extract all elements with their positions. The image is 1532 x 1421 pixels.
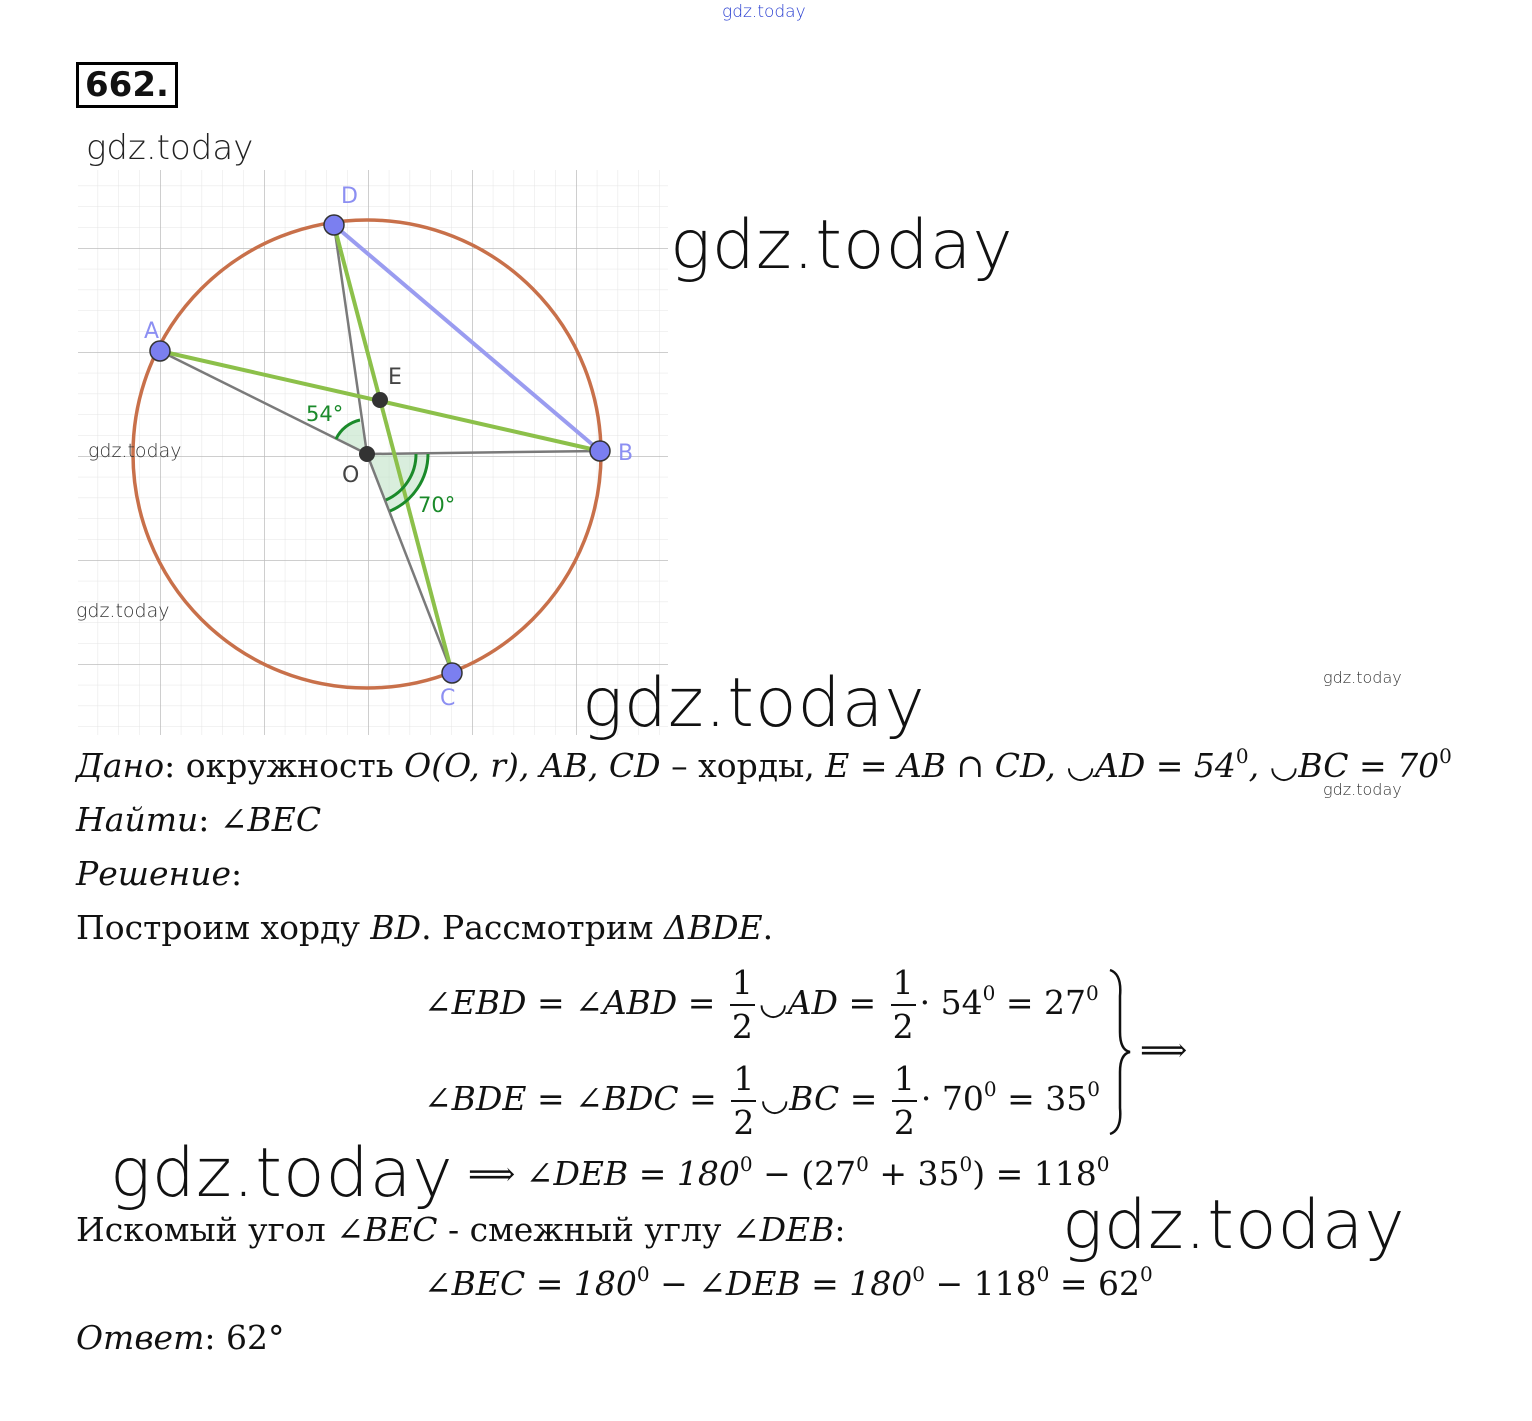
given-arc-ad-sup: 0 xyxy=(1235,744,1249,768)
given-intersection: E = AB ∩ CD xyxy=(825,746,1046,785)
label-angle-70: 70° xyxy=(418,493,456,517)
watermark-left-small-1: gdz.today xyxy=(88,440,182,462)
label-A: A xyxy=(144,319,160,344)
step1-period: . xyxy=(762,908,774,947)
eq3-b: − (27 xyxy=(752,1154,857,1193)
step2-colon: : xyxy=(834,1210,846,1249)
answer-value: : 62° xyxy=(204,1318,285,1357)
step2-bec: ∠BEC xyxy=(336,1210,438,1249)
given-text-1: : окружность xyxy=(164,746,405,785)
eq1-mul: · 54 xyxy=(919,983,983,1022)
frac-num: 1 xyxy=(731,1058,756,1102)
given-arc-bc-sup: 0 xyxy=(1439,744,1452,768)
eq2-result: = 35 xyxy=(996,1079,1088,1118)
eq2-frac-2 xyxy=(892,1058,917,1144)
solution-heading xyxy=(76,854,242,893)
solution-step1 xyxy=(76,908,773,947)
step1-bd: BD xyxy=(370,908,422,947)
eq1-sup-2: 0 xyxy=(1085,981,1099,1005)
eq2-mul: · 70 xyxy=(920,1079,984,1118)
find-value: ∠BEC xyxy=(219,800,322,839)
eq4-d: = 62 xyxy=(1049,1264,1141,1303)
frac-num: 1 xyxy=(730,962,755,1006)
label-angle-54: 54° xyxy=(306,402,344,426)
eq2-sup-1: 0 xyxy=(983,1077,997,1101)
find-line xyxy=(76,800,321,839)
eq3-sup-4: 0 xyxy=(1096,1152,1110,1176)
watermark-right-small-2: gdz.today xyxy=(1323,780,1402,799)
point-B xyxy=(590,441,610,461)
problem-number: 662. xyxy=(76,62,178,108)
equation-1 xyxy=(424,962,1099,1048)
answer-line xyxy=(76,1318,284,1357)
watermark-left-small-2: gdz.today xyxy=(76,600,170,622)
find-label: Найти xyxy=(76,800,199,839)
given-label: Дано xyxy=(76,746,165,785)
point-D xyxy=(324,215,344,235)
watermark-top: gdz.today xyxy=(722,2,806,22)
equation-2 xyxy=(424,1058,1100,1144)
eq4-b: − ∠DEB = 180 xyxy=(649,1264,913,1303)
eq3-c: + 35 xyxy=(868,1154,960,1193)
eq2-arc: ◡BC = xyxy=(760,1079,888,1118)
eq3-a: ⟹ ∠DEB = 180 xyxy=(468,1154,740,1193)
eq2-sup-2: 0 xyxy=(1087,1077,1100,1101)
answer-label: Ответ xyxy=(76,1318,205,1357)
label-O: O xyxy=(342,463,360,488)
eq3-sup-3: 0 xyxy=(959,1152,973,1176)
frac-den: 2 xyxy=(892,1007,914,1046)
eq4-c: − 118 xyxy=(925,1264,1037,1303)
eq4-sup-3: 0 xyxy=(1036,1262,1050,1286)
eq3-sup-1: 0 xyxy=(739,1152,753,1176)
label-D: D xyxy=(341,184,358,209)
eq4-sup-2: 0 xyxy=(912,1262,926,1286)
frac-den: 2 xyxy=(893,1103,915,1142)
solution-label: Решение xyxy=(76,854,232,893)
eq1-result: = 27 xyxy=(995,983,1086,1022)
point-A xyxy=(150,341,170,361)
point-O xyxy=(359,446,375,462)
watermark-big-right-formula: gdz.today xyxy=(1062,1186,1406,1265)
eq3-d: ) = 118 xyxy=(972,1154,1097,1193)
given-arc-bc: , ◡BC = 70 xyxy=(1248,746,1440,785)
eq1-arc: ◡AD = xyxy=(758,983,887,1022)
eq4-sup-4: 0 xyxy=(1140,1262,1153,1286)
label-E: E xyxy=(388,365,402,390)
frac-num: 1 xyxy=(892,1058,917,1102)
watermark-big-bottom-fig: gdz.today xyxy=(582,664,926,743)
given-circle: O(O, r) xyxy=(404,746,519,785)
step2-text-c: - смежный углу xyxy=(437,1210,732,1249)
implies-arrow: ⟹ xyxy=(1140,1030,1188,1069)
step2-deb: ∠DEB xyxy=(731,1210,835,1249)
solution-colon: : xyxy=(231,854,243,893)
eq2-frac-1 xyxy=(731,1058,756,1144)
given-arc-ad: , ◡AD = 54 xyxy=(1045,746,1236,785)
eq4-a: ∠BEC = 180 xyxy=(424,1264,637,1303)
find-colon: : xyxy=(198,800,220,839)
given-chords: , AB, CD xyxy=(518,746,661,785)
equation-3 xyxy=(468,1154,1109,1193)
step1-triangle: ΔBDE xyxy=(663,908,763,947)
eq2-left: ∠BDE = ∠BDC = xyxy=(424,1079,728,1118)
eq1-frac-1 xyxy=(730,962,755,1048)
right-brace xyxy=(1104,966,1134,1138)
watermark-big-right: gdz.today xyxy=(670,206,1014,285)
given-text-3: – хорды, xyxy=(660,746,826,785)
eq1-sup-1: 0 xyxy=(982,981,996,1005)
watermark-under-number: gdz.today xyxy=(86,128,254,168)
eq1-frac-2 xyxy=(891,962,916,1048)
eq4-sup-1: 0 xyxy=(636,1262,650,1286)
frac-num: 1 xyxy=(891,962,916,1006)
step1-text-c: . Рассмотрим xyxy=(421,908,664,947)
given-line xyxy=(76,746,1452,785)
eq3-sup-2: 0 xyxy=(856,1152,869,1176)
watermark-big-left-formula: gdz.today xyxy=(110,1134,454,1213)
frac-den: 2 xyxy=(731,1007,753,1046)
watermark-right-small-1: gdz.today xyxy=(1323,668,1402,687)
eq1-left: ∠EBD = ∠ABD = xyxy=(424,983,726,1022)
frac-den: 2 xyxy=(733,1103,755,1142)
point-C xyxy=(442,663,462,683)
point-E xyxy=(372,392,388,408)
solution-step2 xyxy=(76,1210,846,1249)
equation-4 xyxy=(424,1264,1153,1303)
label-C: C xyxy=(440,686,456,711)
label-B: B xyxy=(618,441,634,466)
step2-text-a: Искомый угол xyxy=(76,1210,337,1249)
step1-text-a: Построим хорду xyxy=(76,908,371,947)
